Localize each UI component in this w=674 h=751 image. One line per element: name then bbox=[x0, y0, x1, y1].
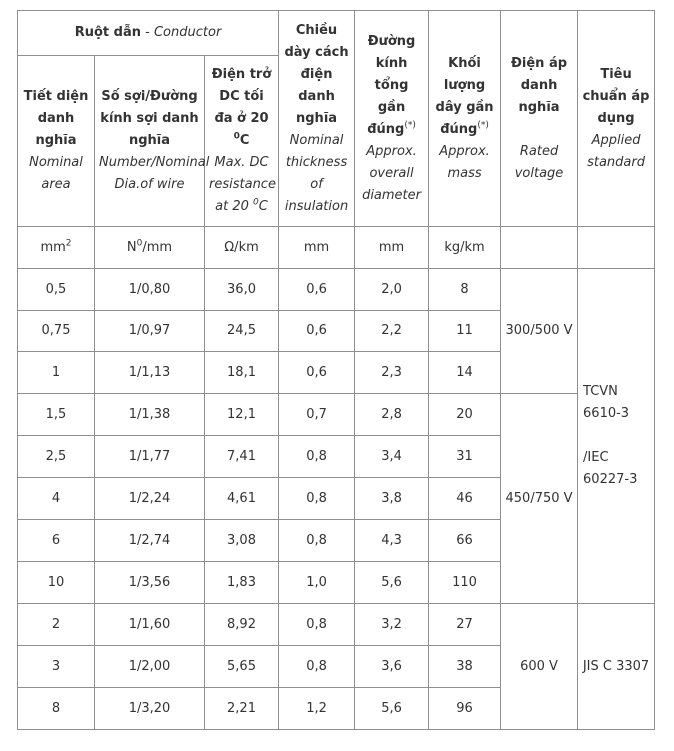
wire-cell: 1/3,56 bbox=[95, 562, 205, 604]
wire-cell: 1/1,60 bbox=[95, 604, 205, 646]
resistance-cell: 3,08 bbox=[205, 520, 279, 562]
diameter-cell: 2,0 bbox=[355, 269, 429, 311]
mass-cell: 96 bbox=[429, 688, 501, 730]
insulation-cell: 0,8 bbox=[279, 520, 355, 562]
area-cell: 1 bbox=[18, 352, 95, 394]
resistance-cell: 24,5 bbox=[205, 311, 279, 352]
area-cell: 3 bbox=[18, 646, 95, 688]
diameter-cell: 5,6 bbox=[355, 688, 429, 730]
area-cell: 4 bbox=[18, 478, 95, 520]
diameter-cell: 3,2 bbox=[355, 604, 429, 646]
table-row bbox=[18, 604, 655, 646]
resistance-cell: 2,21 bbox=[205, 688, 279, 730]
wire-cell: 1/0,97 bbox=[95, 311, 205, 352]
wire-cell: 1/2,24 bbox=[95, 478, 205, 520]
area-cell: 0,5 bbox=[18, 269, 95, 311]
resistance-cell: 12,1 bbox=[205, 394, 279, 436]
resistance-cell: 7,41 bbox=[205, 436, 279, 478]
resistance-cell: 36,0 bbox=[205, 269, 279, 311]
insulation-cell: 0,8 bbox=[279, 436, 355, 478]
insulation-unit: mm bbox=[279, 227, 355, 269]
table-row bbox=[18, 269, 655, 311]
standard-cell: JIS C 3307 bbox=[578, 604, 655, 730]
area-cell: 2,5 bbox=[18, 436, 95, 478]
wire-unit: $N^0/mm$ bbox=[95, 227, 205, 269]
voltage-unit bbox=[501, 227, 578, 269]
voltage-header: Điện áp danh nghĩa Rated voltage bbox=[501, 11, 578, 227]
diameter-cell: 3,6 bbox=[355, 646, 429, 688]
diameter-cell: 2,2 bbox=[355, 311, 429, 352]
area-cell: 8 bbox=[18, 688, 95, 730]
cable-spec-table bbox=[17, 10, 655, 730]
insulation-cell: 0,7 bbox=[279, 394, 355, 436]
resistance-header: Điện trở DC tối đa ở 20 $^0$C Max. DC resistance at 20 $^0$C bbox=[205, 56, 279, 227]
mass-unit: kg/km bbox=[429, 227, 501, 269]
area-unit: $mm^2$ bbox=[18, 227, 95, 269]
mass-cell: 11 bbox=[429, 311, 501, 352]
wire-cell: 1/1,77 bbox=[95, 436, 205, 478]
wire-cell: 1/3,20 bbox=[95, 688, 205, 730]
resistance-cell: 18,1 bbox=[205, 352, 279, 394]
area-cell: 6 bbox=[18, 520, 95, 562]
area-cell: 0,75 bbox=[18, 311, 95, 352]
diameter-header: Đường kính tổng gần đúng(*) Approx. overall diameter bbox=[355, 11, 429, 227]
diameter-cell: 3,8 bbox=[355, 478, 429, 520]
area-cell: 10 bbox=[18, 562, 95, 604]
diameter-unit: mm bbox=[355, 227, 429, 269]
conductor-header: Ruột dẫn - Conductor bbox=[18, 11, 279, 56]
insulation-header: Chiều dày cách điện danh nghĩa Nominal thickness of insulation bbox=[279, 11, 355, 227]
mass-cell: 110 bbox=[429, 562, 501, 604]
diameter-cell: 3,4 bbox=[355, 436, 429, 478]
mass-cell: 8 bbox=[429, 269, 501, 311]
mass-cell: 27 bbox=[429, 604, 501, 646]
wire-cell: 1/2,00 bbox=[95, 646, 205, 688]
mass-cell: 38 bbox=[429, 646, 501, 688]
voltage-cell: 600 V bbox=[501, 604, 578, 730]
mass-cell: 31 bbox=[429, 436, 501, 478]
mass-cell: 66 bbox=[429, 520, 501, 562]
wire-header: Số sợi/Đường kính sợi danh nghĩa Number/Nominal Dia.of wire bbox=[95, 56, 205, 227]
resistance-unit: Ω/km bbox=[205, 227, 279, 269]
resistance-cell: 8,92 bbox=[205, 604, 279, 646]
table-row bbox=[18, 394, 655, 436]
resistance-cell: 1,83 bbox=[205, 562, 279, 604]
insulation-cell: 0,8 bbox=[279, 604, 355, 646]
mass-cell: 14 bbox=[429, 352, 501, 394]
resistance-cell: 5,65 bbox=[205, 646, 279, 688]
insulation-cell: 0,6 bbox=[279, 311, 355, 352]
mass-cell: 20 bbox=[429, 394, 501, 436]
mass-header: Khối lượng dây gần đúng(*) Approx. mass bbox=[429, 11, 501, 227]
insulation-cell: 0,8 bbox=[279, 646, 355, 688]
standard-cell: TCVN 6610-3 /IEC 60227-3 bbox=[578, 269, 655, 604]
area-cell: 1,5 bbox=[18, 394, 95, 436]
wire-cell: 1/1,38 bbox=[95, 394, 205, 436]
insulation-cell: 0,8 bbox=[279, 478, 355, 520]
insulation-cell: 0,6 bbox=[279, 352, 355, 394]
standard-header: Tiêu chuẩn áp dụng Applied standard bbox=[578, 11, 655, 227]
diameter-cell: 4,3 bbox=[355, 520, 429, 562]
resistance-cell: 4,61 bbox=[205, 478, 279, 520]
wire-cell: 1/0,80 bbox=[95, 269, 205, 311]
mass-cell: 46 bbox=[429, 478, 501, 520]
insulation-cell: 1,0 bbox=[279, 562, 355, 604]
wire-cell: 1/2,74 bbox=[95, 520, 205, 562]
diameter-cell: 2,3 bbox=[355, 352, 429, 394]
insulation-cell: 1,2 bbox=[279, 688, 355, 730]
diameter-cell: 2,8 bbox=[355, 394, 429, 436]
insulation-cell: 0,6 bbox=[279, 269, 355, 311]
unit-row bbox=[18, 227, 655, 269]
area-header: Tiết diện danh nghĩa Nominal area bbox=[18, 56, 95, 227]
diameter-cell: 5,6 bbox=[355, 562, 429, 604]
voltage-cell: 450/750 V bbox=[501, 394, 578, 604]
area-cell: 2 bbox=[18, 604, 95, 646]
voltage-cell: 300/500 V bbox=[501, 269, 578, 394]
wire-cell: 1/1,13 bbox=[95, 352, 205, 394]
standard-unit bbox=[578, 227, 655, 269]
header-row-1 bbox=[18, 11, 655, 56]
